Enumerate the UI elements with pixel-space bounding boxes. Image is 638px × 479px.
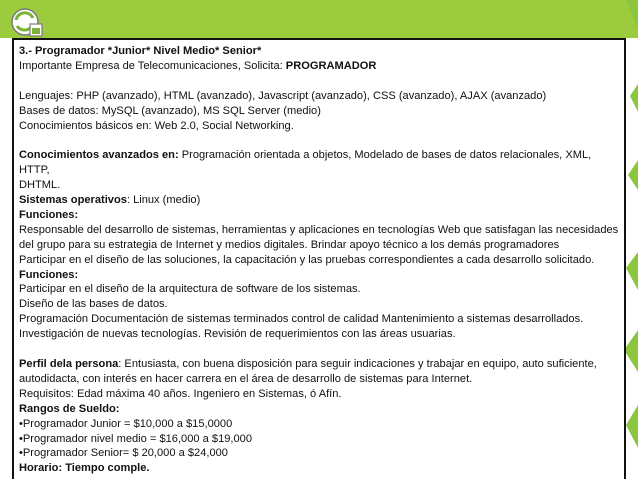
- function-line: del grupo para su estrategia de Internet y medios digitales. Brindar apoyo técnico a los demás programadores: [19, 238, 560, 251]
- skill-line: Lenguajes: PHP (avanzado), HTML (avanzado), Javascript (avanzado), CSS (avanzado), AJAX (avanzado): [19, 89, 547, 102]
- function-line: Participar en el diseño de las soluciones, la capacitación y las pruebas correspondientes a cada desarrollo solicitado.: [19, 253, 595, 266]
- skill-line: Conocimientos básicos en: Web 2.0, Social Networking.: [19, 119, 294, 132]
- profile-line: Perfil dela persona: Entusiasta, con buena disposición para seguir indicaciones y trabajar en equipo, auto suficiente,: [19, 357, 597, 370]
- function-line: Diseño de las bases de datos.: [19, 298, 168, 311]
- posting-title: 3.- Programador *Junior* Nivel Medio* Senior*: [19, 45, 262, 57]
- skill-line: Bases de datos: MySQL (avanzado), MS SQL Server (medio): [19, 104, 321, 117]
- schedule: Horario: Tiempo comple.: [19, 462, 150, 475]
- function-line: Responsable del desarrollo de sistemas, herramientas y aplicaciones en tecnologías Web que satisfagan las necesidades: [19, 223, 619, 236]
- function-line: Programación Documentación de sistemas terminados control de calidad Mantenimiento a sistemas desarrollados.: [19, 313, 584, 326]
- intro-line: Importante Empresa de Telecomunicaciones, Solicita: PROGRAMADOR: [19, 59, 377, 72]
- header-bar: [0, 0, 638, 38]
- recycle-icon: [6, 4, 44, 38]
- functions-heading: Funciones:: [19, 208, 79, 221]
- function-line: Participar en el diseño de la arquitectura de software de los sistemas.: [19, 283, 361, 296]
- operating-systems: Sistemas operativos: Linux (medio): [19, 194, 201, 207]
- job-posting: [12, 38, 626, 479]
- salary-item: •Programador nivel medio = $16,000 a $19,000: [19, 432, 253, 445]
- advanced-knowledge-cont: DHTML.: [19, 179, 61, 192]
- salary-heading: Rangos de Sueldo:: [19, 402, 120, 415]
- requirements: Requisitos: Edad máxima 40 años. Ingeniero en Sistemas, ó Afín.: [19, 387, 342, 400]
- salary-item: •Programador Junior = $10,000 a $15,0000: [19, 417, 233, 430]
- function-line: Investigación de nuevas tecnologías. Revisión de requerimientos con las áreas usuarias.: [19, 328, 456, 341]
- salary-item: •Programador Senior= $ 20,000 a $24,000: [19, 447, 228, 460]
- profile-line-cont: autodidacta, con interés en hacer carrera en el área de desarrollo de sistemas para Internet.: [19, 372, 473, 385]
- functions-heading: Funciones:: [19, 268, 79, 281]
- advanced-knowledge: Conocimientos avanzados en: Programación orientada a objetos, Modelado de bases de datos relacionales, XML, HTTP,: [19, 149, 592, 177]
